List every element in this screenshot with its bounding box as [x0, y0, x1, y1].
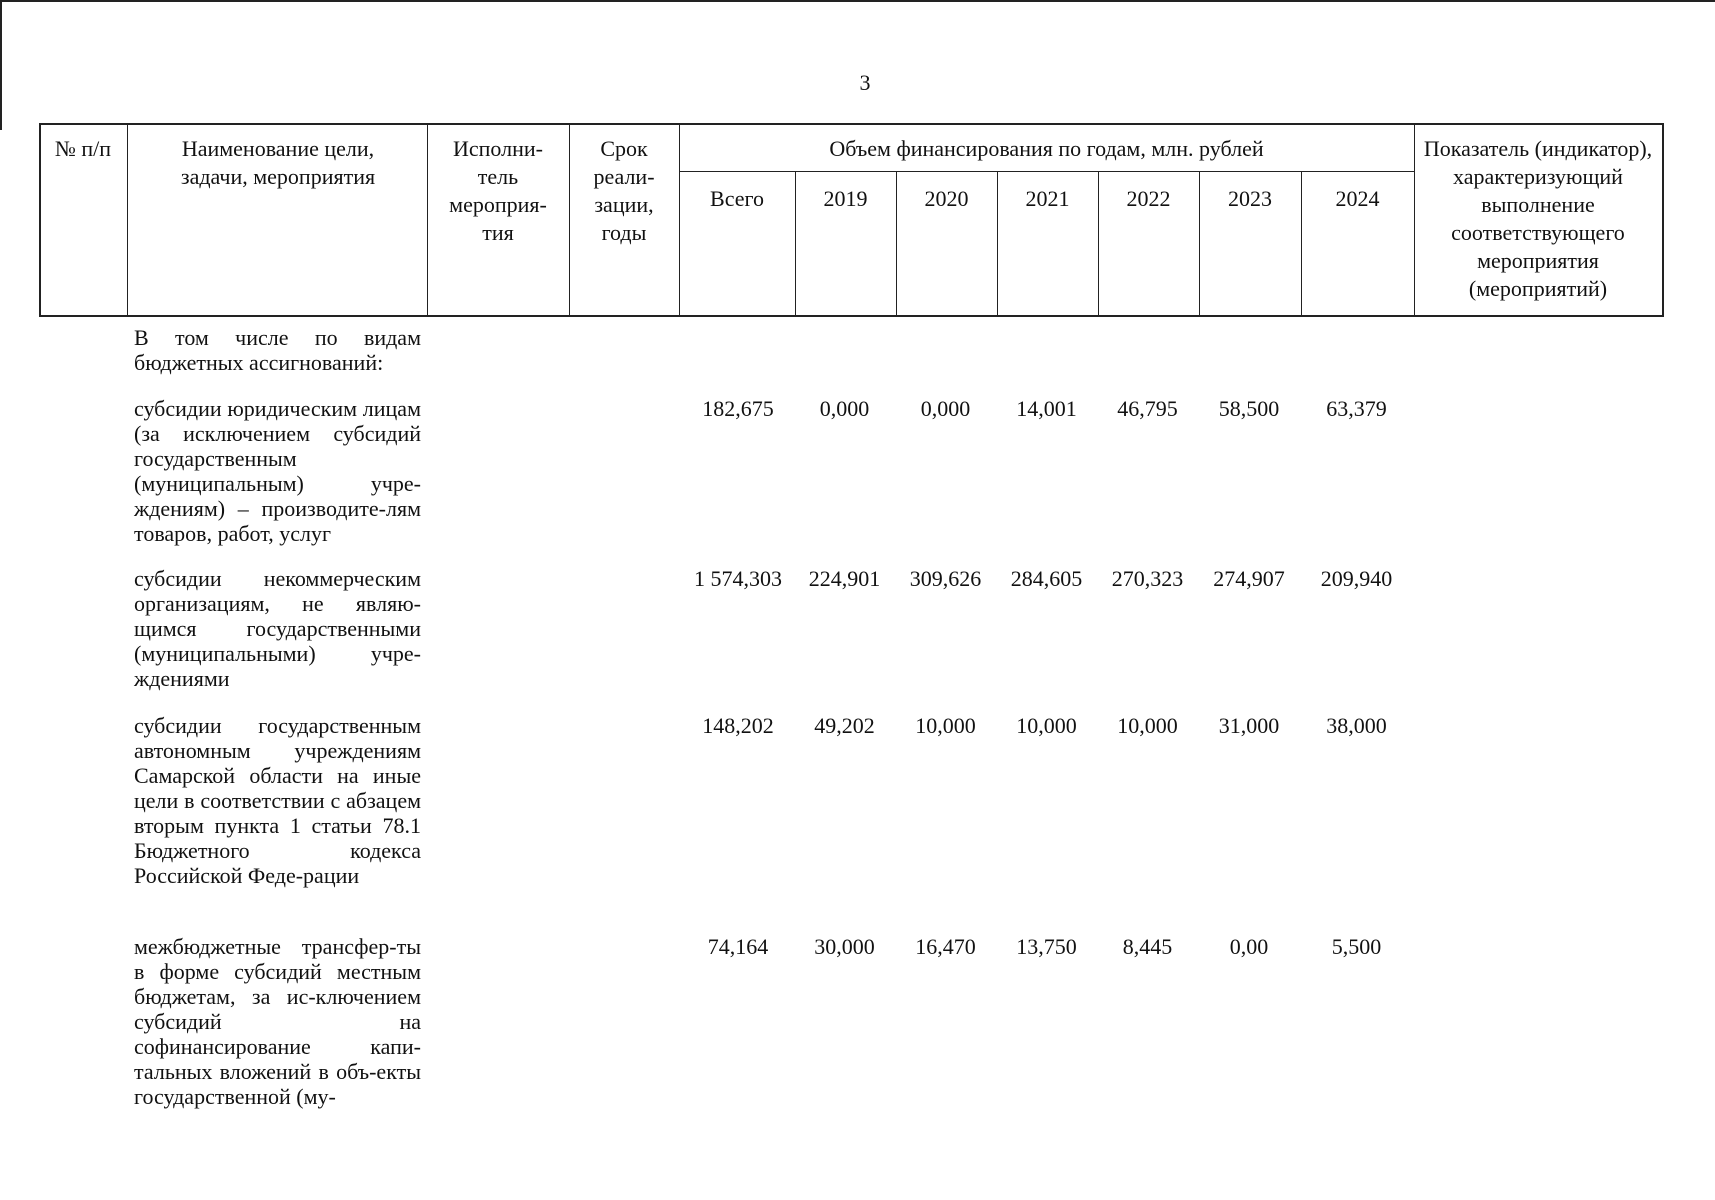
value-year: 224,901: [808, 566, 881, 591]
header-term: Срок реали-зации, годы: [593, 136, 655, 245]
value-year: 10,000: [915, 713, 976, 738]
value-year: 16,470: [915, 934, 976, 959]
column-divider: [569, 123, 570, 315]
scan-top-edge: [0, 0, 1715, 2]
value-year: 284,605: [1010, 566, 1083, 591]
value-year: 0,000: [819, 396, 870, 421]
row-description: субсидии государственным автономным учреждениям Самарской области на иные цели в соответствии с абзацем вторым пункта 1 статьи 78.1 Бюджетного кодекса Российской Феде-рации: [134, 713, 421, 888]
value-year: 309,626: [909, 566, 982, 591]
column-divider: [795, 171, 796, 315]
column-divider: [1199, 171, 1200, 315]
column-divider: [679, 123, 680, 315]
column-divider: [896, 171, 897, 315]
header-indicator: Показатель (индикатор), характеризующий выполнение соответствующего мероприятия (мероприятий): [1423, 136, 1653, 301]
value-year: 58,500: [1218, 396, 1280, 421]
header-year: 2024: [1335, 186, 1380, 211]
header-name: Наименование цели, задачи, мероприятия: [180, 136, 376, 189]
funding-subheader-line: [679, 171, 1414, 172]
value-year: 14,001: [1016, 396, 1077, 421]
row-description: В том числе по видам бюджетных ассигнований:: [134, 325, 421, 375]
scan-left-edge: [0, 0, 2, 130]
value-year: 274,907: [1213, 566, 1285, 591]
row-description: субсидии юридическим лицам (за исключением субсидий государственным (муниципальным) учре-ждениям) – производите-лям товаров, работ, услуг: [134, 396, 421, 546]
value-total: 182,675: [702, 396, 774, 421]
value-year: 46,795: [1117, 396, 1178, 421]
column-divider: [1301, 171, 1302, 315]
row-description: межбюджетные трансфер-ты в форме субсидий местным бюджетам, за ис-ключением субсидий на софинансирование капи-тальных вложений в объ-екты государственной (му-: [134, 934, 421, 1109]
value-year: 0,00: [1229, 934, 1269, 959]
value-year: 49,202: [814, 713, 875, 738]
header-year: 2021: [1025, 186, 1070, 211]
header-year: 2023: [1228, 186, 1272, 211]
row-description: субсидии некоммерческим организациям, не являю-щимся государственными (муниципальными) учре-ждениями: [134, 566, 421, 691]
value-total: 1 574,303: [694, 566, 782, 591]
header-year: 2022: [1126, 186, 1171, 211]
column-divider: [127, 123, 128, 315]
value-year: 8,445: [1122, 934, 1173, 959]
value-year: 5,500: [1331, 934, 1382, 959]
page-number: 3: [859, 70, 871, 95]
value-year: 10,000: [1117, 713, 1178, 738]
column-divider: [1414, 123, 1415, 315]
value-year: 10,000: [1016, 713, 1077, 738]
column-divider: [1098, 171, 1099, 315]
value-year: 270,323: [1111, 566, 1184, 591]
value-total: 74,164: [707, 934, 769, 959]
value-year: 0,000: [920, 396, 971, 421]
table-header: [39, 123, 1662, 315]
value-year: 38,000: [1326, 713, 1387, 738]
header-total: Всего: [710, 186, 764, 211]
header-executor: Исполни-тель мероприя-тия: [449, 136, 547, 245]
value-year: 63,379: [1326, 396, 1387, 421]
header-year: 2019: [823, 186, 868, 211]
value-year: 13,750: [1016, 934, 1077, 959]
header-funding: Объем финансирования по годам, млн. рублей: [829, 136, 1264, 161]
value-year: 209,940: [1320, 566, 1393, 591]
value-year: 30,000: [814, 934, 875, 959]
header-num: № п/п: [54, 136, 112, 161]
column-divider: [997, 171, 998, 315]
value-total: 148,202: [702, 713, 774, 738]
value-year: 31,000: [1218, 713, 1280, 738]
column-divider: [427, 123, 428, 315]
header-year: 2020: [924, 186, 969, 211]
